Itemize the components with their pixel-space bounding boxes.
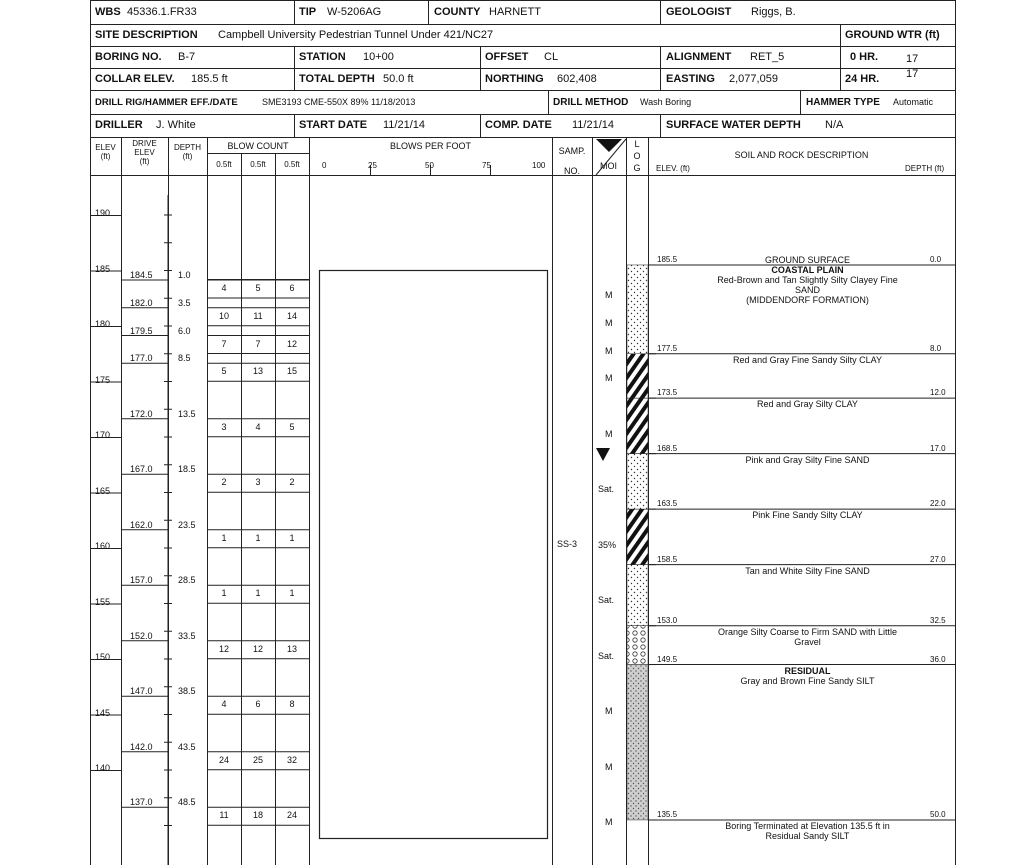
stratum-depth: 27.0 xyxy=(930,554,946,564)
moisture-value: Sat. xyxy=(598,595,615,606)
stratum-description xyxy=(660,821,955,841)
moisture-value: M xyxy=(605,706,613,717)
sample-drive-elev: 157.0 xyxy=(130,575,153,586)
col-elev: ELEV (ft) xyxy=(95,143,116,161)
col-desc-depth: DEPTH (ft) xyxy=(905,164,945,173)
bpf-tick-label: 0 xyxy=(322,161,327,170)
stratum-description-line: (MIDDENDORF FORMATION) xyxy=(746,294,869,305)
sample-depth: 38.5 xyxy=(178,686,196,697)
driller-value: J. White xyxy=(156,119,196,131)
col-blow-3: 0.5ft xyxy=(284,160,300,169)
method-label: DRILL METHOD xyxy=(553,97,629,108)
blow-count-value: 3 xyxy=(221,421,227,432)
elev-scale-label: 145 xyxy=(95,707,111,718)
water-level-icon xyxy=(596,448,610,461)
geologist-value: Riggs, B. xyxy=(751,6,796,18)
blow-count-value: 5 xyxy=(255,283,261,294)
stratum-elev: 158.5 xyxy=(657,554,678,564)
stratum-description-line: Tan and White Silty Fine SAND xyxy=(745,565,870,576)
hr0-label: 0 HR. xyxy=(850,51,879,63)
tip-value: W-5206AG xyxy=(327,6,382,18)
elev-scale-label: 150 xyxy=(95,652,111,662)
stratum-elev: 173.5 xyxy=(657,388,678,398)
blow-count-value: 12 xyxy=(286,338,297,349)
surface-water-label: SURFACE WATER DEPTH xyxy=(666,119,801,131)
blow-count-value: 11 xyxy=(253,310,263,321)
blow-count-value: 7 xyxy=(255,338,261,349)
stratum-description-line: GROUND SURFACE xyxy=(764,254,850,265)
log-pattern xyxy=(627,509,648,565)
total-depth-label: TOTAL DEPTH xyxy=(299,73,375,85)
water-level-header-icon xyxy=(596,139,622,152)
stratum-elev: 149.5 xyxy=(657,654,678,664)
sample-depth: 28.5 xyxy=(178,575,196,586)
county-label: COUNTY xyxy=(434,6,481,18)
stratum-description xyxy=(660,255,955,305)
blow-count-value: 10 xyxy=(218,310,229,321)
blow-count-value: 13 xyxy=(286,643,297,654)
stratum-description-line: Gray and Brown Fine Sandy SILT xyxy=(740,675,875,686)
stratum-description-line: Gravel xyxy=(794,636,821,647)
geologist-label: GEOLOGIST xyxy=(666,6,732,18)
stratum-description-line: COASTAL PLAIN xyxy=(771,264,844,275)
sample-depth: 8.5 xyxy=(178,353,191,364)
sample-drive-elev: 177.0 xyxy=(130,353,153,364)
elev-scale-label: 190 xyxy=(95,208,111,218)
blow-count-value: 15 xyxy=(286,366,297,377)
alignment-label: ALIGNMENT xyxy=(666,51,732,63)
comp-date-value: 11/21/14 xyxy=(572,119,615,131)
blow-count-value: 12 xyxy=(218,643,229,654)
bpf-tick-label: 100 xyxy=(532,161,546,170)
easting-value: 2,077,059 xyxy=(729,73,778,85)
site-label: SITE DESCRIPTION xyxy=(95,29,198,41)
blow-count-value: 13 xyxy=(252,366,263,377)
stratum-description-line: SAND xyxy=(794,284,820,295)
stratum-description xyxy=(660,510,955,520)
sample-drive-elev: 147.0 xyxy=(130,686,153,697)
boring-label: BORING NO. xyxy=(95,51,162,63)
station-label: STATION xyxy=(299,51,346,63)
tip-label: TIP xyxy=(299,6,317,18)
stratum-elev: 135.5 xyxy=(657,809,678,819)
stratum-description xyxy=(660,355,955,365)
stratum-description-line: Pink and Gray Silty Fine SAND xyxy=(745,454,870,465)
blow-count-value: 6 xyxy=(289,283,295,294)
stratum-depth: 50.0 xyxy=(930,809,946,819)
stratum-elev: 177.5 xyxy=(657,343,678,353)
hr0-value: 17 xyxy=(906,53,919,65)
elev-scale-label: 175 xyxy=(95,374,111,385)
blow-count-value: 1 xyxy=(289,532,295,543)
method-value: Wash Boring xyxy=(640,97,692,107)
collar-value: 185.5 ft xyxy=(191,73,228,85)
col-blow-1: 0.5ft xyxy=(216,160,232,169)
start-date-value: 11/21/14 xyxy=(383,119,426,131)
moisture-value: M xyxy=(605,290,613,301)
col-depth: DEPTH (ft) xyxy=(173,143,202,161)
stratum-description-line: Residual Sandy SILT xyxy=(765,830,850,841)
offset-value: CL xyxy=(544,51,559,63)
hammer-value: Automatic xyxy=(893,97,934,107)
easting-label: EASTING xyxy=(666,73,715,85)
blow-count-value: 5 xyxy=(289,421,295,432)
col-blow-count: BLOW COUNT xyxy=(227,141,289,151)
blow-count-value: 12 xyxy=(252,643,263,654)
start-date-label: START DATE xyxy=(299,119,368,131)
hr24-value: 17 xyxy=(906,68,919,80)
col-drive-elev: DRIVE ELEV (ft) xyxy=(132,139,157,166)
total-depth-value: 50.0 ft xyxy=(383,73,414,85)
stratum-description-line: Pink Fine Sandy Silty CLAY xyxy=(752,510,863,521)
blow-count-value: 3 xyxy=(255,477,261,488)
blow-count-value: 4 xyxy=(255,421,261,432)
stratum-description xyxy=(660,455,955,465)
sample-depth: 3.5 xyxy=(178,297,191,308)
col-soil-description: SOIL AND ROCK DESCRIPTION xyxy=(734,150,869,160)
elev-scale-label: 180 xyxy=(95,319,111,329)
sample-drive-elev: 172.0 xyxy=(130,408,153,419)
station-value: 10+00 xyxy=(363,51,394,63)
comp-date-label: COMP. DATE xyxy=(485,119,552,131)
offset-label: OFFSET xyxy=(485,51,529,63)
sample-depth: 6.0 xyxy=(178,325,191,336)
hammer-label: HAMMER TYPE xyxy=(806,97,880,108)
stratum-depth: 0.0 xyxy=(930,254,942,264)
elev-scale-label: 170 xyxy=(95,430,111,440)
blow-count-value: 4 xyxy=(221,283,227,294)
sample-depth: 23.5 xyxy=(178,519,196,530)
log-pattern xyxy=(627,665,648,820)
log-pattern xyxy=(627,354,648,398)
moisture-value: M xyxy=(605,373,613,384)
moisture-value: M xyxy=(605,317,613,328)
log-pattern xyxy=(627,626,648,665)
sample-depth: 43.5 xyxy=(178,741,196,752)
stratum-description xyxy=(660,399,955,409)
sample-depth: 1.0 xyxy=(178,270,191,281)
blow-count-value: 11 xyxy=(219,810,229,821)
stratum-depth: 36.0 xyxy=(930,654,946,664)
elev-scale-label: 165 xyxy=(95,485,111,496)
elev-scale-label: 160 xyxy=(95,541,111,551)
blow-count-value: 25 xyxy=(252,754,263,765)
stratum-description xyxy=(660,566,955,576)
blow-count-value: 1 xyxy=(289,588,295,599)
alignment-value: RET_5 xyxy=(750,51,785,63)
col-blow-2: 0.5ft xyxy=(250,160,266,169)
surface-water-value: N/A xyxy=(825,119,844,131)
moisture-value: 35% xyxy=(598,539,617,550)
site-value: Campbell University Pedestrian Tunnel Under 421/NC27 xyxy=(218,29,494,41)
elev-scale-label: 185 xyxy=(95,263,111,274)
stratum-description-line: RESIDUAL xyxy=(784,665,831,676)
sample-depth: 18.5 xyxy=(178,464,196,475)
sample-drive-elev: 184.5 xyxy=(130,270,153,281)
sample-depth: 48.5 xyxy=(178,797,196,808)
county-value: HARNETT xyxy=(489,6,541,18)
stratum-description-line: Red and Gray Silty CLAY xyxy=(757,399,858,410)
driller-label: DRILLER xyxy=(95,119,143,131)
blow-count-value: 18 xyxy=(252,810,263,821)
col-sample: SAMP. NO. xyxy=(558,146,586,176)
moisture-value: Sat. xyxy=(598,484,615,495)
stratum-description-line: Boring Terminated at Elevation 135.5 ft in xyxy=(725,820,890,831)
blow-count-value: 1 xyxy=(255,532,261,543)
bpf-tick-label: 75 xyxy=(482,161,491,170)
moisture-value: M xyxy=(605,817,613,828)
sample-depth: 33.5 xyxy=(178,630,196,641)
log-pattern xyxy=(627,565,648,626)
moisture-value: Sat. xyxy=(598,650,615,661)
stratum-elev: 185.5 xyxy=(657,254,678,264)
blow-count-value: 5 xyxy=(221,366,227,377)
col-log: L O G xyxy=(633,139,641,173)
stratum-depth: 12.0 xyxy=(930,388,946,398)
stratum-description-line: Red-Brown and Tan Slightly Silty Clayey Fine xyxy=(717,274,898,285)
moisture-value: M xyxy=(605,345,613,356)
stratum-elev: 168.5 xyxy=(657,443,678,453)
blow-count-value: 1 xyxy=(221,588,227,599)
northing-value: 602,408 xyxy=(557,73,597,85)
sample-drive-elev: 142.0 xyxy=(130,741,153,752)
collar-label: COLLAR ELEV. xyxy=(95,73,175,85)
moisture-value: M xyxy=(605,761,613,772)
hr24-label: 24 HR. xyxy=(845,73,880,85)
wbs-label: WBS xyxy=(95,6,121,18)
blow-count-value: 6 xyxy=(255,699,261,710)
rig-label: DRILL RIG/HAMMER EFF./DATE xyxy=(95,97,238,108)
log-pattern xyxy=(627,454,648,510)
blow-count-value: 1 xyxy=(255,588,261,599)
bpf-tick-label: 50 xyxy=(425,161,434,170)
sample-number: SS-3 xyxy=(557,538,578,549)
wbs-value: 45336.1.FR33 xyxy=(127,6,197,18)
col-blows-per-foot: BLOWS PER FOOT xyxy=(389,141,471,151)
sample-drive-elev: 182.0 xyxy=(130,297,153,308)
sample-depth: 13.5 xyxy=(178,408,196,419)
stratum-depth: 22.0 xyxy=(930,499,946,509)
blow-count-value: 4 xyxy=(221,699,227,710)
log-pattern xyxy=(627,398,648,454)
stratum-description xyxy=(660,627,955,647)
log-pattern xyxy=(627,265,648,354)
sample-drive-elev: 137.0 xyxy=(130,797,153,808)
elev-scale-label: 155 xyxy=(95,596,111,607)
blow-count-value: 7 xyxy=(221,338,227,349)
col-desc-elev: ELEV. (ft) xyxy=(656,164,690,173)
blow-count-value: 1 xyxy=(221,532,227,543)
blow-count-value: 24 xyxy=(218,754,229,765)
moisture-value: M xyxy=(605,428,613,439)
sample-drive-elev: 179.5 xyxy=(130,325,153,336)
blow-count-value: 2 xyxy=(289,477,295,488)
stratum-elev: 153.0 xyxy=(657,615,678,625)
stratum-elev: 163.5 xyxy=(657,499,678,509)
stratum-depth: 8.0 xyxy=(930,343,942,353)
stratum-depth: 17.0 xyxy=(930,443,946,453)
bpf-tick-label: 25 xyxy=(368,161,377,170)
stratum-description-line: Red and Gray Fine Sandy Silty CLAY xyxy=(733,354,882,365)
blow-count-value: 32 xyxy=(286,754,297,765)
sample-drive-elev: 162.0 xyxy=(130,519,153,530)
rig-value: SME3193 CME-550X 89% 11/18/2013 xyxy=(262,97,416,107)
boring-value: B-7 xyxy=(178,51,196,63)
stratum-description-line: Orange Silty Coarse to Firm SAND with Little xyxy=(717,626,898,637)
blow-count-value: 8 xyxy=(289,699,295,710)
stratum-depth: 32.5 xyxy=(930,615,946,625)
ground-water-label: GROUND WTR (ft) xyxy=(845,29,940,41)
sample-drive-elev: 167.0 xyxy=(130,464,153,475)
elev-scale-label: 140 xyxy=(95,763,111,773)
sample-drive-elev: 152.0 xyxy=(130,630,153,641)
stratum-description xyxy=(660,666,955,686)
blow-count-value: 14 xyxy=(286,310,297,321)
northing-label: NORTHING xyxy=(485,73,544,85)
col-moisture: MOI xyxy=(600,161,617,171)
blow-count-value: 24 xyxy=(286,810,297,821)
blow-count-value: 2 xyxy=(221,477,227,488)
